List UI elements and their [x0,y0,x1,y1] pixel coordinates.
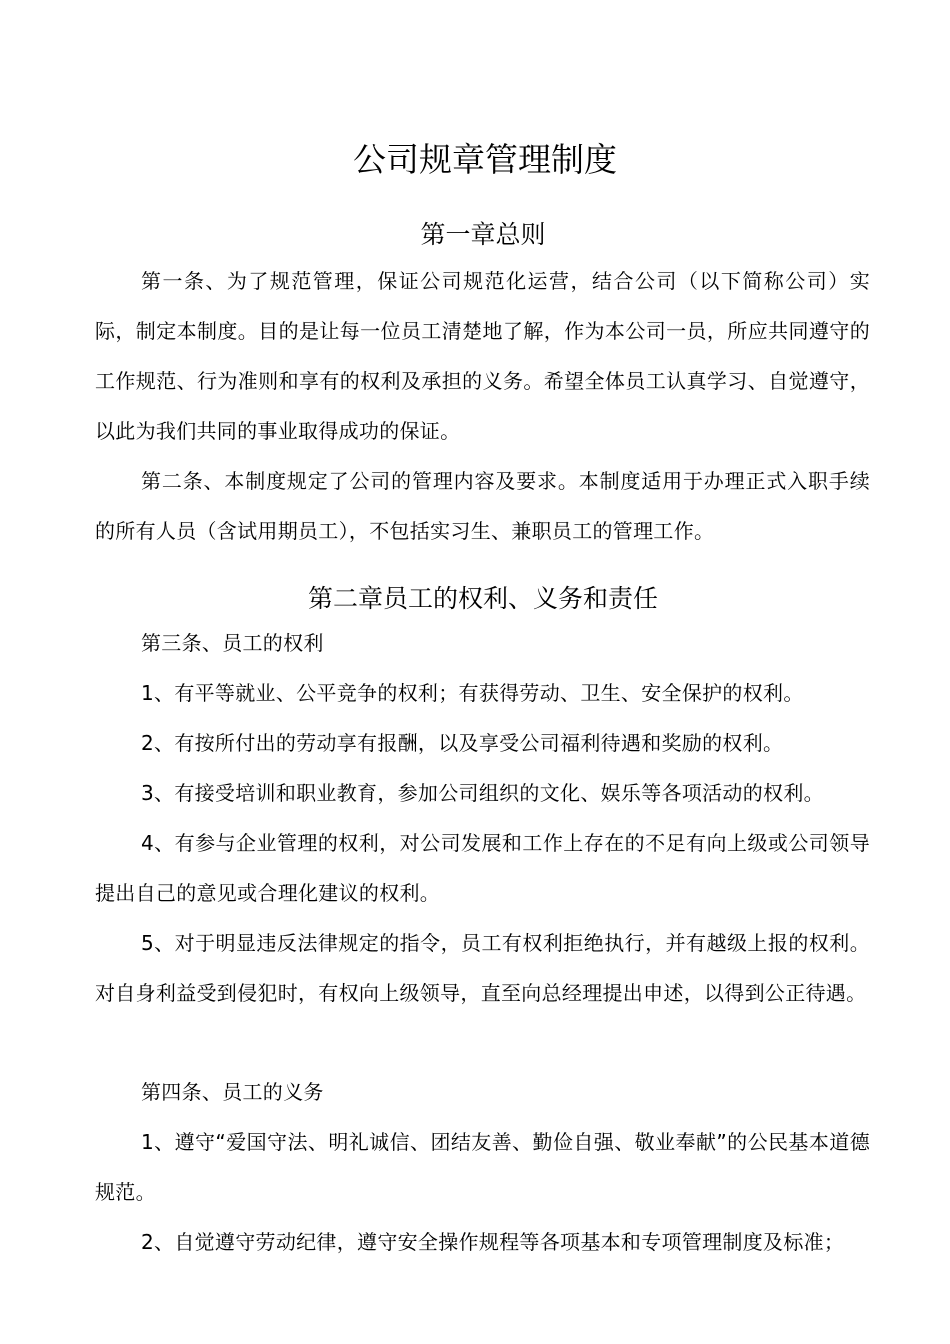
article-3-item-1: 1、有平等就业、公平竞争的权利；有获得劳动、卫生、安全保护的权利。 [141,681,804,705]
article-3-item-2: 2、有按所付出的劳动享有报酬，以及享受公司福利待遇和奖励的权利。 [141,731,784,755]
chapter-1-heading: 第一章总则 [420,220,546,249]
article-4-item-2: 2、自觉遵守劳动纪律，遵守安全操作规程等各项基本和专项管理制度及标准； [141,1230,845,1254]
chapter-2-heading: 第二章员工的权利、义务和责任 [307,584,658,613]
article-3-item-3: 3、有接受培训和职业教育，参加公司组织的文化、娱乐等各项活动的权利。 [141,781,824,805]
document-title: 公司规章管理制度 [353,140,617,179]
article-3-heading: 第三条、员工的权利 [141,631,324,655]
article-3-item-5: 5、对于明显违反法律规定的指令，员工有权利拒绝执行，并有越级上报的权利。对自身利益受到侵犯时，有权向上级领导，直至向总经理提出申述，以得到公正待遇。 [95,931,870,1005]
article-4-heading: 第四条、员工的义务 [141,1080,324,1104]
article-4-item-1: 1、遵守“爱国守法、明礼诚信、团结友善、勤俭自强、敬业奉献”的公民基本道德规范。 [95,1130,870,1204]
article-1-paragraph: 第一条、为了规范管理，保证公司规范化运营，结合公司（以下简称公司）实际，制定本制度。目的是让每一位员工清楚地了解，作为本公司一员，所应共同遵守的工作规范、行为准则和享有的权利及承担的义务。希望全体员工认真学习、自觉遵守，以此为我们共同的事业取得成功的保证。 [95,269,870,443]
article-2-paragraph: 第二条、本制度规定了公司的管理内容及要求。本制度适用于办理正式入职手续的所有人员（含试用期员工），不包括实习生、兼职员工的管理工作。 [95,469,870,543]
article-3-item-4: 4、有参与企业管理的权利，对公司发展和工作上存在的不足有向上级或公司领导提出自己的意见或合理化建议的权利。 [95,831,870,905]
